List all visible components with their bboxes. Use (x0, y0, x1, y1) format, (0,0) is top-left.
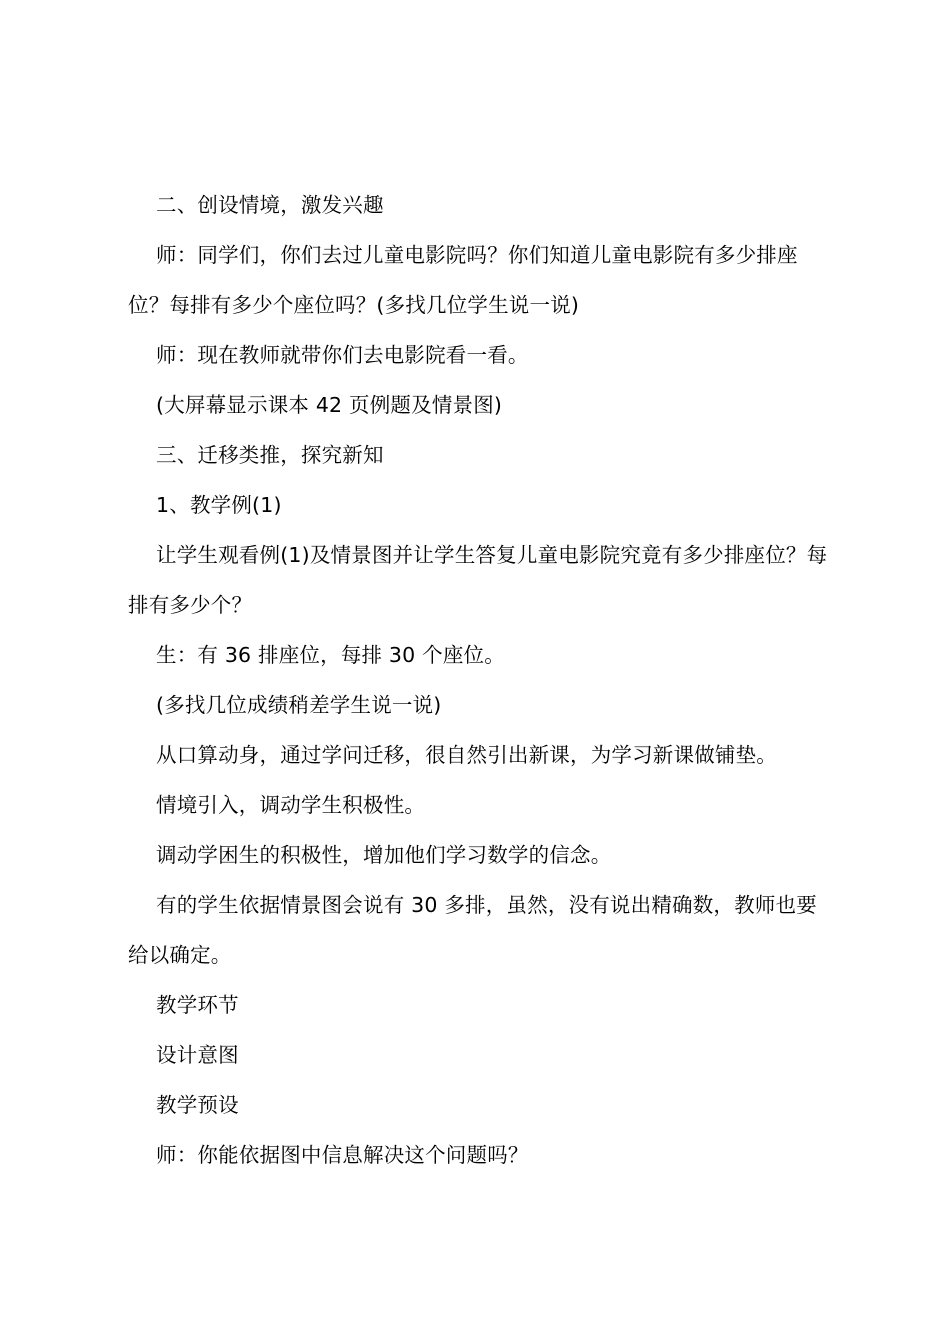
label-teaching-preset: 教学预设 (156, 1093, 239, 1117)
confirmation-paragraph: 有的学生依据情景图会说有 30 多排，虽然，没有说出精确数，教师也要给以确定。 (128, 893, 817, 967)
example-heading: 1、教学例(1) (156, 493, 282, 517)
note-paragraph: (多找几位成绩稍差学生说一说) (156, 693, 442, 717)
document-body (128, 180, 834, 1180)
teacher-paragraph: 师：现在教师就带你们去电影院看一看。 (156, 343, 529, 367)
section-heading-2: 二、创设情境，激发兴趣 (156, 193, 384, 217)
intent-paragraph-1: 从口算动身，通过学问迁移，很自然引出新课，为学习新课做铺垫。 (156, 743, 777, 767)
teacher-question-paragraph: 师：同学们，你们去过儿童电影院吗？你们知道儿童电影院有多少排座位？每排有多少个座位吗？(多找几位学生说一说) (128, 243, 798, 317)
screen-note-paragraph: (大屏幕显示课本 42 页例题及情景图) (156, 393, 503, 417)
student-answer-paragraph: 生：有 36 排座位，每排 30 个座位。 (156, 643, 505, 667)
teacher-final-question: 师：你能依据图中信息解决这个问题吗？ (156, 1143, 529, 1167)
intent-paragraph-2: 情境引入，调动学生积极性。 (156, 793, 426, 817)
label-teaching-step: 教学环节 (156, 993, 239, 1017)
label-design-intent: 设计意图 (156, 1043, 239, 1067)
intent-paragraph-3: 调动学困生的积极性，增加他们学习数学的信念。 (156, 843, 612, 867)
section-heading-3: 三、迁移类推，探究新知 (156, 443, 384, 467)
instruction-paragraph: 让学生观看例(1)及情景图并让学生答复儿童电影院究竟有多少排座位？每排有多少个？ (128, 543, 828, 617)
